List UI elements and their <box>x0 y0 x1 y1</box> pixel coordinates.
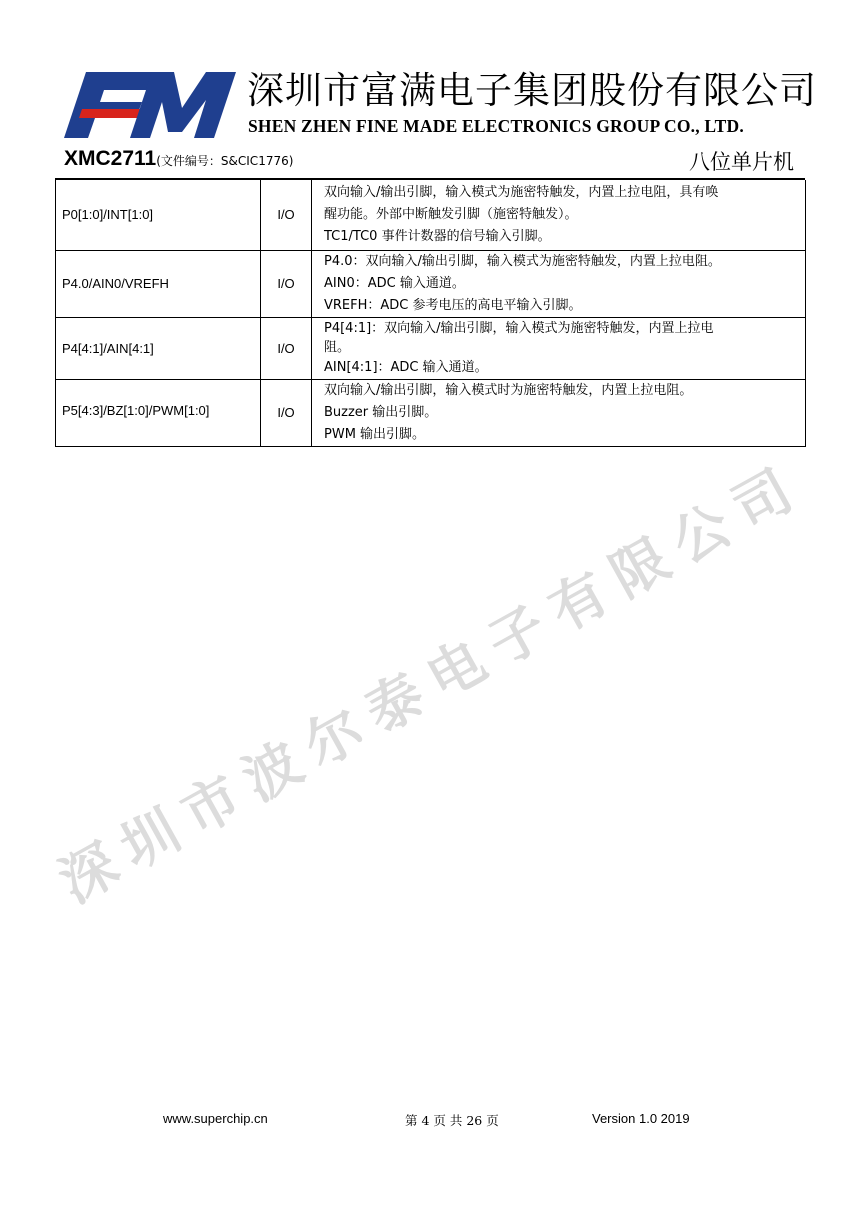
pin-description <box>312 379 806 446</box>
footer-version: Version 1.0 2019 <box>592 1111 690 1126</box>
document-number: (文件编号：S&CIC1776) <box>156 154 294 168</box>
description-line: Buzzer 输出引脚。 <box>324 404 438 420</box>
table-row <box>56 180 806 250</box>
company-name-en: SHEN ZHEN FINE MADE ELECTRONICS GROUP CO., LTD. <box>248 116 744 136</box>
table-row <box>56 317 806 379</box>
description-line: TC1/TC0 事件计数器的信号输入引脚。 <box>324 228 551 244</box>
pin-type: I/O <box>261 250 312 317</box>
model-number: XMC2711 <box>64 147 157 170</box>
table-row <box>56 250 806 317</box>
pin-type: I/O <box>261 180 312 250</box>
pin-name: P4.0/AIN0/VREFH <box>56 250 261 317</box>
description-line: 醒功能。外部中断触发引脚（施密特触发）。 <box>324 206 578 222</box>
pin-name: P4[4:1]/AIN[4:1] <box>56 317 261 379</box>
footer-page-number: 第 4 页 共 26 页 <box>405 1113 499 1128</box>
company-name-cn: 深圳市富满电子集团股份有限公司 <box>247 69 817 112</box>
pin-description <box>312 250 806 317</box>
description-line: VREFH：ADC 参考电压的高电平输入引脚。 <box>324 297 582 313</box>
description-line: PWM 输出引脚。 <box>324 426 426 442</box>
model-line <box>64 147 293 171</box>
product-category: 八位单片机 <box>689 150 794 174</box>
description-line: AIN[4:1]：ADC 输入通道。 <box>324 359 488 375</box>
watermark: 深圳市波尔泰电子有限公司 <box>49 451 816 916</box>
pin-description-table <box>55 180 806 447</box>
description-line: 双向输入/输出引脚，输入模式为施密特触发，内置上拉电阻，具有唤 <box>324 184 719 200</box>
table-row <box>56 379 806 446</box>
pin-type: I/O <box>261 317 312 379</box>
company-logo <box>60 62 240 140</box>
pin-name: P0[1:0]/INT[1:0] <box>56 180 261 250</box>
description-line: P4.0：双向输入/输出引脚，输入模式为施密特触发，内置上拉电阻。 <box>324 253 721 269</box>
description-line: 阻。 <box>324 339 351 355</box>
description-line: 双向输入/输出引脚，输入模式时为施密特触发，内置上拉电阻。 <box>324 382 693 398</box>
pin-description <box>312 317 806 379</box>
pin-description <box>312 180 806 250</box>
footer-website: www.superchip.cn <box>163 1111 268 1126</box>
pin-type: I/O <box>261 379 312 446</box>
description-line: AIN0：ADC 输入通道。 <box>324 275 465 291</box>
description-line: P4[4:1]：双向输入/输出引脚，输入模式为施密特触发，内置上拉电 <box>324 320 714 336</box>
pin-name: P5[4:3]/BZ[1:0]/PWM[1:0] <box>56 379 261 446</box>
